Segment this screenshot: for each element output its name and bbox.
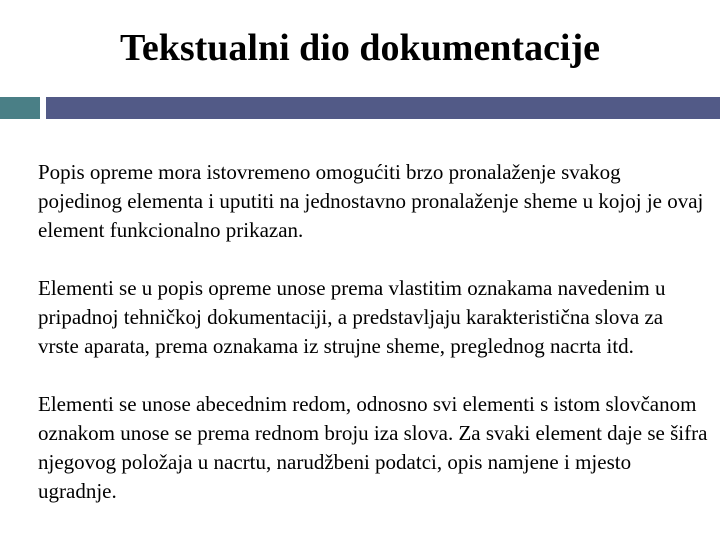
divider-bar — [46, 97, 720, 119]
body-paragraph-1: Popis opreme mora istovremeno omogućiti brzo pronalaženje svakog pojedinog elementa i uputiti na jednostavno pronalaženje sheme u kojoj je ovaj element funkcionalno prikazan. — [38, 160, 704, 242]
body-paragraph-3: Elementi se unose abecednim redom, odnosno svi elementi s istom slovčanom oznakom unose se prema rednom broju iza slova. Za svaki element daje se šifra njegovog položaja u nacrtu, narudžbeni podatci, opis namjene i mjesto ugradnje. — [38, 392, 708, 503]
divider-accent-block — [0, 97, 40, 119]
slide-body — [38, 158, 708, 535]
body-paragraph-2: Elementi se u popis opreme unose prema vlastitim oznakama navedenim u pripadnoj tehničkoj dokumentaciji, a predstavljaju karakteristična slova za vrste aparata, prema oznakama iz strujne sheme, preglednog nacrta itd. — [38, 276, 666, 358]
slide-title: Tekstualni dio dokumentacije — [119, 27, 601, 69]
title-divider — [0, 97, 720, 119]
